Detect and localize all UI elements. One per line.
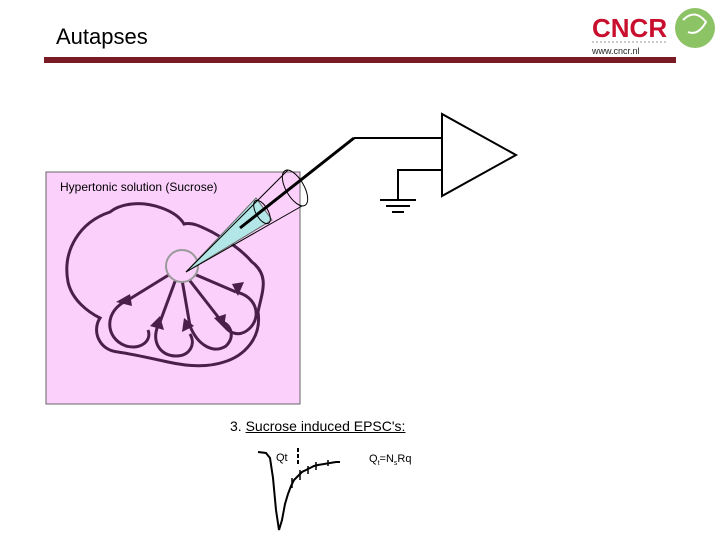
formula-t: t <box>377 460 380 468</box>
ground-wire <box>398 170 442 200</box>
formula-q: Q <box>369 453 378 465</box>
svg-text:CNCR: CNCR <box>592 13 668 43</box>
trace-caption <box>230 418 405 434</box>
formula-s: s <box>393 460 398 468</box>
formula-eq: =N <box>379 453 394 465</box>
slide-title: Autapses <box>56 24 148 49</box>
caption-link: Sucrose induced EPSC's: <box>245 418 406 434</box>
solution-label: Hypertonic solution (Sucrose) <box>60 180 218 194</box>
charge-formula <box>369 453 411 467</box>
formula-rq: Rq <box>397 453 412 465</box>
ground-icon <box>380 200 416 212</box>
caption-prefix: 3. <box>230 418 246 434</box>
qt-label: Qt <box>276 452 288 464</box>
amplifier-triangle <box>442 114 516 196</box>
logo-url: www.cncr.nl <box>592 46 640 56</box>
